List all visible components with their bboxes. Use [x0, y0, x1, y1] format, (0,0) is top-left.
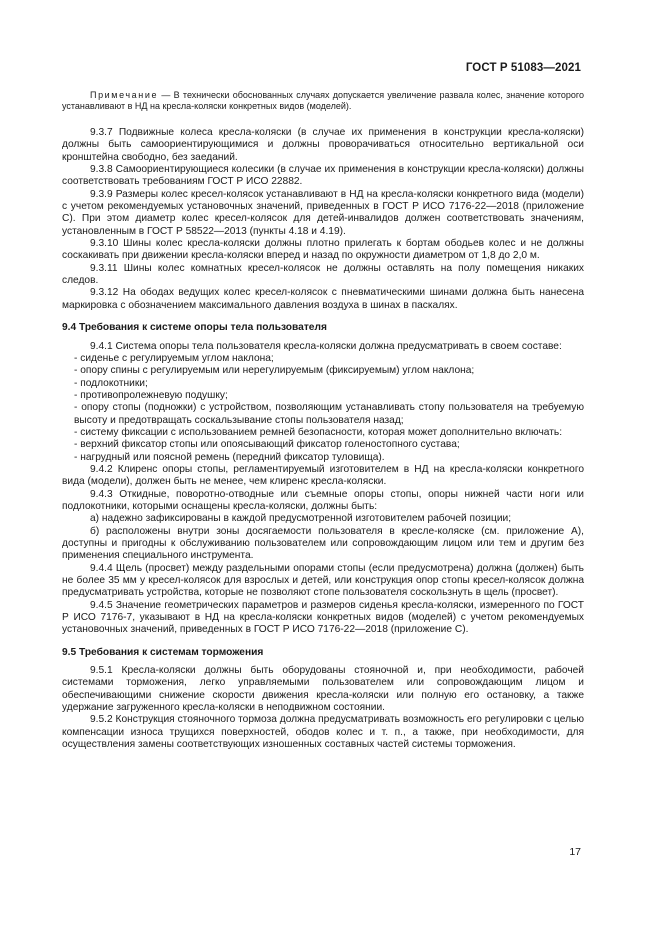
clause-9-3-12: 9.3.12 На ободах ведущих колес кресел-колясок с пневматическими шинами должна быть нанесена маркировка с обозначением максимального давления воздуха в шинах в паскалях. — [62, 287, 584, 311]
note-label: Примечание — [90, 90, 159, 100]
document-body — [62, 90, 584, 752]
list-item: - подлокотники; — [74, 377, 148, 389]
document-code-header: ГОСТ Р 51083—2021 — [465, 62, 581, 74]
note-paragraph — [62, 90, 584, 112]
section-9-5-heading: 9.5 Требования к системам торможения — [62, 646, 264, 658]
clause-9-3-10: 9.3.10 Шины колес кресла-коляски должны плотно прилегать к бортам ободьев колес и не должны соскакивать при движении кресла-коляски вперед и назад по окружности диаметром от 1,8 до 2,0 м. — [62, 238, 584, 262]
clause-9-4-1: 9.4.1 Система опоры тела пользователя кресла-коляски должна предусматривать в своем составе: — [90, 340, 562, 352]
clause-9-3-11: 9.3.11 Шины колес комнатных кресел-колясок не должны оставлять на полу помещения никаких следов. — [62, 262, 584, 287]
page-number: 17 — [569, 846, 581, 858]
note-text: — В технически обоснованных случаях допускается увеличение развала колес, значение которого устанавливают в НД на кресла-коляски конкретных видов (моделей). — [62, 90, 584, 111]
list-item: - опору стопы (подножки) с устройством, позволяющим устанавливать стопу пользователя на требуемую высоту и предотвращать соскальзывание стопы пользователя назад; — [74, 402, 584, 426]
clause-9-4-5: 9.4.5 Значение геометрических параметров и размеров сиденья кресла-коляски, измеренного по ГОСТ Р ИСО 7176-7, указывают в НД на кресла-коляски конкретных видов (моделей) с учетом рекомендуемых установочных значений, приведенных в ГОСТ Р ИСО 7176-22—2018 (приложение С). — [62, 599, 584, 636]
clause-9-4-2: 9.4.2 Клиренс опоры стопы, регламентируемый изготовителем в НД на кресла-коляски конкретного вида (модели), должен быть не менее, чем клиренс кресла-коляски. — [62, 463, 584, 488]
clause-9-3-7: 9.3.7 Подвижные колеса кресла-коляски (в случае их применения в конструкции кресла-коляски) должны быть самоориентирующимися и должны проворачиваться относительно вертикальной оси кронштейна свободно, без заеданий. — [62, 127, 584, 163]
clause-9-5-2: 9.5.2 Конструкция стояночного тормоза должна предусматривать возможность его регулировки с целью компенсации износа трущихся поверхностей, ободов колес и т. п., а также, при необходимости, для осуществления замены соответствующих изношенных составных частей системы торможения. — [62, 714, 584, 751]
clause-9-4-3-a: а) надежно зафиксированы в каждой предусмотренной изготовителем рабочей позиции; — [90, 513, 512, 525]
clause-9-5-1: 9.5.1 Кресла-коляски должны быть оборудованы стояночной и, при необходимости, рабочей системами торможения, легко управляемыми пользователем или сопровождающим лицом и обеспечивающими снижение скорости движения кресла-коляски или полную его остановку, а также удержание загруженного кресла-коляски в неподвижном состоянии. — [62, 665, 584, 714]
list-item: - опору спины с регулируемым или нерегулируемым (фиксируемым) углом наклона; — [74, 365, 475, 377]
clause-9-3-9: 9.3.9 Размеры колес кресел-колясок устанавливают в НД на кресла-коляски конкретного вида (модели) с учетом рекомендуемых установочных значений, приведенных в ГОСТ Р ИСО 7176-22—2018 (приложение С). При этом диаметр колес кресел-колясок для детей-инвалидов должен соответствовать значениям, установленным в ГОСТ Р 58522—2013 (пункты 4.18 и 4.19). — [62, 188, 584, 237]
list-item: - верхний фиксатор стопы или опоясывающий фиксатор голеностопного сустава; — [74, 439, 460, 451]
section-9-4-heading: 9.4 Требования к системе опоры тела пользователя — [62, 322, 327, 334]
clause-9-3-8: 9.3.8 Самоориентирующиеся колесики (в случае их применения в конструкции кресла-коляски) должны соответствовать требованиям ГОСТ Р ИСО 22882. — [62, 164, 584, 188]
list-item: - противопролежневую подушку; — [74, 389, 228, 401]
clause-9-4-3-b: б) расположены внутри зоны досягаемости пользователя в кресле-коляске (см. приложение А), доступны и пригодны к обслуживанию пользователем или сопровождающим лицом или тем и другим без применения специального инструмента. — [62, 525, 584, 562]
clause-9-4-3: 9.4.3 Откидные, поворотно-отводные или съемные опоры стопы, опоры нижней части ноги или подлокотники, которыми оснащены кресла-коляски, должны быть: — [62, 488, 584, 512]
list-item: - сиденье с регулируемым углом наклона; — [74, 352, 274, 364]
list-item: - систему фиксации с использованием ремней безопасности, которая может дополнительно включать: — [74, 426, 563, 438]
clause-9-4-4: 9.4.4 Щель (просвет) между раздельными опорами стопы (если предусмотрена) должна (должен) быть не более 35 мм у кресел-колясок для взрослых и детей, или конструкция опор стопы кресел-колясок должна предусматривать устройства, которые не позволяют стопе пользователя соскользнуть в щель (просвет). — [62, 562, 584, 599]
list-item: - нагрудный или поясной ремень (передний фиксатор туловища). — [74, 451, 385, 463]
